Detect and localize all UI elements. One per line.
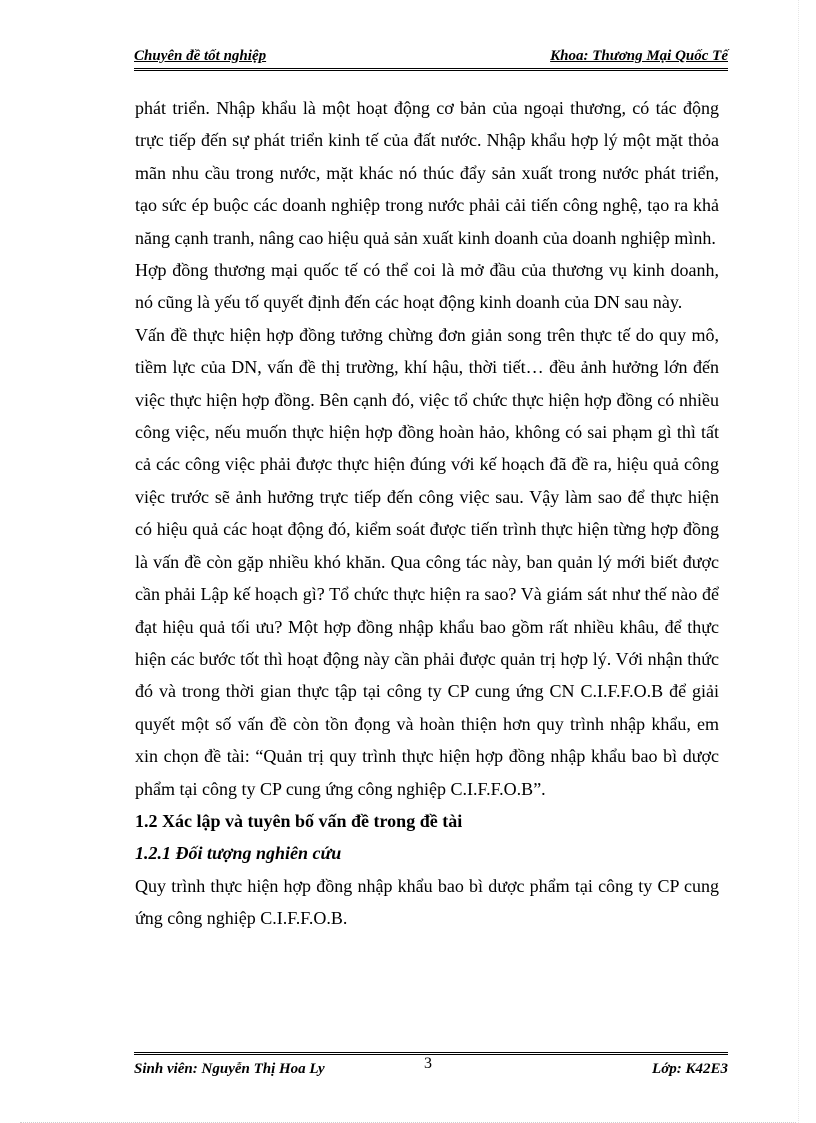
paragraph-4: Quy trình thực hiện hợp đồng nhập khẩu bao bì dược phẩm tại công ty CP cung ứng công nghiệp C.I.F.F.O.B. (135, 875, 719, 929)
page-footer (134, 1052, 728, 1078)
page-right-edge (798, 0, 799, 1123)
paragraph-1: phát triển. Nhập khẩu là một hoạt động cơ bản của ngoại thương, có tác động trực tiếp đến sự phát triển kinh tế của đất nước. Nhập khẩu hợp lý một mặt thỏa mãn nhu cầu trong nước, mặt khác nó thúc đẩy sản xuất trong nước phát triển, tạo sức ép buộc các doanh nghiệp trong nước phải cải tiến công nghệ, tạo ra khả năng cạnh tranh, nâng cao hiệu quả sản xuất kinh doanh của doanh nghiệp mình. (135, 98, 719, 248)
page-header (134, 48, 728, 71)
section-heading: 1.2 Xác lập và tuyên bố vấn đề trong đề tài (135, 810, 463, 831)
subsection-heading: 1.2.1 Đối tượng nghiên cứu (135, 843, 342, 864)
footer-class: Lớp: K42E3 (652, 1061, 728, 1077)
document-body (135, 92, 719, 935)
page-number: 3 (424, 1055, 432, 1072)
header-right-title: Khoa: Thương Mại Quốc Tế (550, 48, 728, 64)
paragraph-2: Hợp đồng thương mại quốc tế có thể coi là mở đầu của thương vụ kinh doanh, nó cũng là yếu tố quyết định đến các hoạt động kinh doanh của DN sau này. (135, 260, 719, 313)
footer-student-name: Sinh viên: Nguyễn Thị Hoa Ly (134, 1061, 325, 1077)
header-left-title: Chuyên đề tốt nghiệp (134, 48, 267, 64)
paragraph-3: Vấn đề thực hiện hợp đồng tưởng chừng đơn giản song trên thực tế do quy mô, tiềm lực của DN, vấn đề thị trường, khí hậu, thời tiết… đều ảnh hưởng lớn đến việc thực hiện hợp đồng. Bên cạnh đó, việc tổ chức thực hiện hợp đồng có nhiều công việc, nếu muốn thực hiện hợp đồng hoàn hảo, không có sai phạm gì thì tất cả các công việc phải được thực hiện đúng với kế hoạch đã đề ra, hiệu quả công việc trước sẽ ảnh hưởng trực tiếp đến công việc sau. Vậy làm sao để thực hiện có hiệu quả các hoạt động đó, kiểm soát được tiến trình thực hiện từng hợp đồng là vấn đề còn gặp nhiều khó khăn. Qua công tác này, ban quản lý mới biết được cần phải Lập kế hoạch gì? Tổ chức thực hiện ra sao? Và giám sát như thế nào để đạt hiệu quả tối ưu? Một hợp đồng nhập khẩu bao gồm rất nhiều khâu, để thực hiện các bước tốt thì hoạt động này cần phải được quản trị hợp lý. Với nhận thức đó và trong thời gian thực tập tại công ty CP cung ứng CN C.I.F.F.O.B để giải quyết một số vấn đề còn tồn đọng và hoàn thiện hơn quy trình nhập khẩu, em xin chọn đề tài: “Quản trị quy trình thực hiện hợp đồng nhập khẩu bao bì dược phẩm tại công ty CP cung ứng công nghiệp C.I.F.F.O.B”. (135, 324, 719, 799)
